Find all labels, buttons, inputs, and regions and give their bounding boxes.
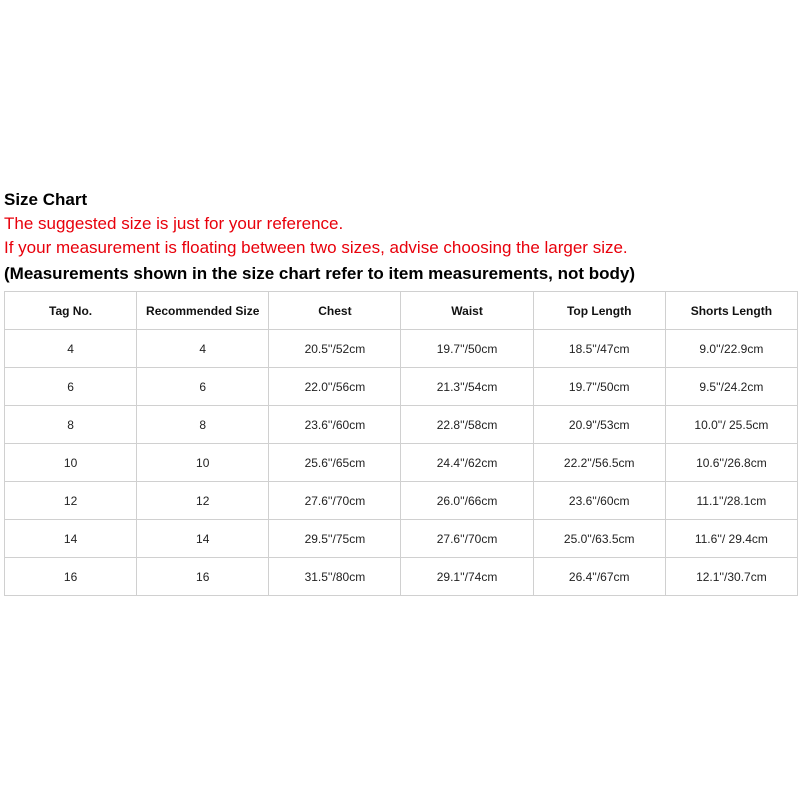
cell-top-length: 18.5''/47cm <box>533 330 665 368</box>
cell-recommended-size: 6 <box>137 368 269 406</box>
table-row <box>5 444 798 482</box>
header-chest: Chest <box>269 292 401 330</box>
cell-tag-no: 6 <box>5 368 137 406</box>
table-row <box>5 482 798 520</box>
cell-waist: 22.8''/58cm <box>401 406 533 444</box>
cell-waist: 21.3''/54cm <box>401 368 533 406</box>
cell-chest: 25.6''/65cm <box>269 444 401 482</box>
cell-waist: 19.7''/50cm <box>401 330 533 368</box>
cell-recommended-size: 4 <box>137 330 269 368</box>
size-chart-title: Size Chart <box>4 190 88 209</box>
cell-shorts-length: 12.1''/30.7cm <box>665 558 797 596</box>
cell-recommended-size: 10 <box>137 444 269 482</box>
header-waist: Waist <box>401 292 533 330</box>
cell-tag-no: 12 <box>5 482 137 520</box>
cell-top-length: 26.4''/67cm <box>533 558 665 596</box>
size-chart-section <box>4 188 798 596</box>
cell-recommended-size: 14 <box>137 520 269 558</box>
cell-shorts-length: 11.1''/28.1cm <box>665 482 797 520</box>
cell-shorts-length: 11.6''/ 29.4cm <box>665 520 797 558</box>
cell-tag-no: 10 <box>5 444 137 482</box>
table-row <box>5 368 798 406</box>
header-recommended-size: Recommended Size <box>137 292 269 330</box>
cell-waist: 27.6''/70cm <box>401 520 533 558</box>
cell-tag-no: 14 <box>5 520 137 558</box>
cell-top-length: 20.9''/53cm <box>533 406 665 444</box>
cell-tag-no: 16 <box>5 558 137 596</box>
cell-chest: 31.5''/80cm <box>269 558 401 596</box>
cell-top-length: 22.2''/56.5cm <box>533 444 665 482</box>
header-shorts-length: Shorts Length <box>665 292 797 330</box>
cell-recommended-size: 12 <box>137 482 269 520</box>
cell-shorts-length: 9.5''/24.2cm <box>665 368 797 406</box>
cell-tag-no: 4 <box>5 330 137 368</box>
cell-chest: 20.5''/52cm <box>269 330 401 368</box>
size-table <box>4 291 798 596</box>
table-row <box>5 406 798 444</box>
cell-shorts-length: 10.6''/26.8cm <box>665 444 797 482</box>
cell-top-length: 23.6''/60cm <box>533 482 665 520</box>
cell-waist: 24.4''/62cm <box>401 444 533 482</box>
larger-size-advice: If your measurement is floating between two sizes, advise choosing the larger size. <box>4 238 628 257</box>
cell-shorts-length: 9.0''/22.9cm <box>665 330 797 368</box>
cell-waist: 26.0''/66cm <box>401 482 533 520</box>
cell-chest: 29.5''/75cm <box>269 520 401 558</box>
table-row <box>5 520 798 558</box>
cell-chest: 27.6''/70cm <box>269 482 401 520</box>
table-header-row <box>5 292 798 330</box>
cell-chest: 23.6''/60cm <box>269 406 401 444</box>
header-top-length: Top Length <box>533 292 665 330</box>
table-row <box>5 330 798 368</box>
cell-recommended-size: 8 <box>137 406 269 444</box>
cell-tag-no: 8 <box>5 406 137 444</box>
cell-waist: 29.1''/74cm <box>401 558 533 596</box>
cell-top-length: 25.0''/63.5cm <box>533 520 665 558</box>
cell-recommended-size: 16 <box>137 558 269 596</box>
cell-top-length: 19.7''/50cm <box>533 368 665 406</box>
cell-chest: 22.0''/56cm <box>269 368 401 406</box>
table-row <box>5 558 798 596</box>
reference-note: The suggested size is just for your reference. <box>4 214 344 233</box>
measurement-disclaimer: (Measurements shown in the size chart refer to item measurements, not body) <box>4 264 636 283</box>
cell-shorts-length: 10.0''/ 25.5cm <box>665 406 797 444</box>
header-tag-no: Tag No. <box>5 292 137 330</box>
